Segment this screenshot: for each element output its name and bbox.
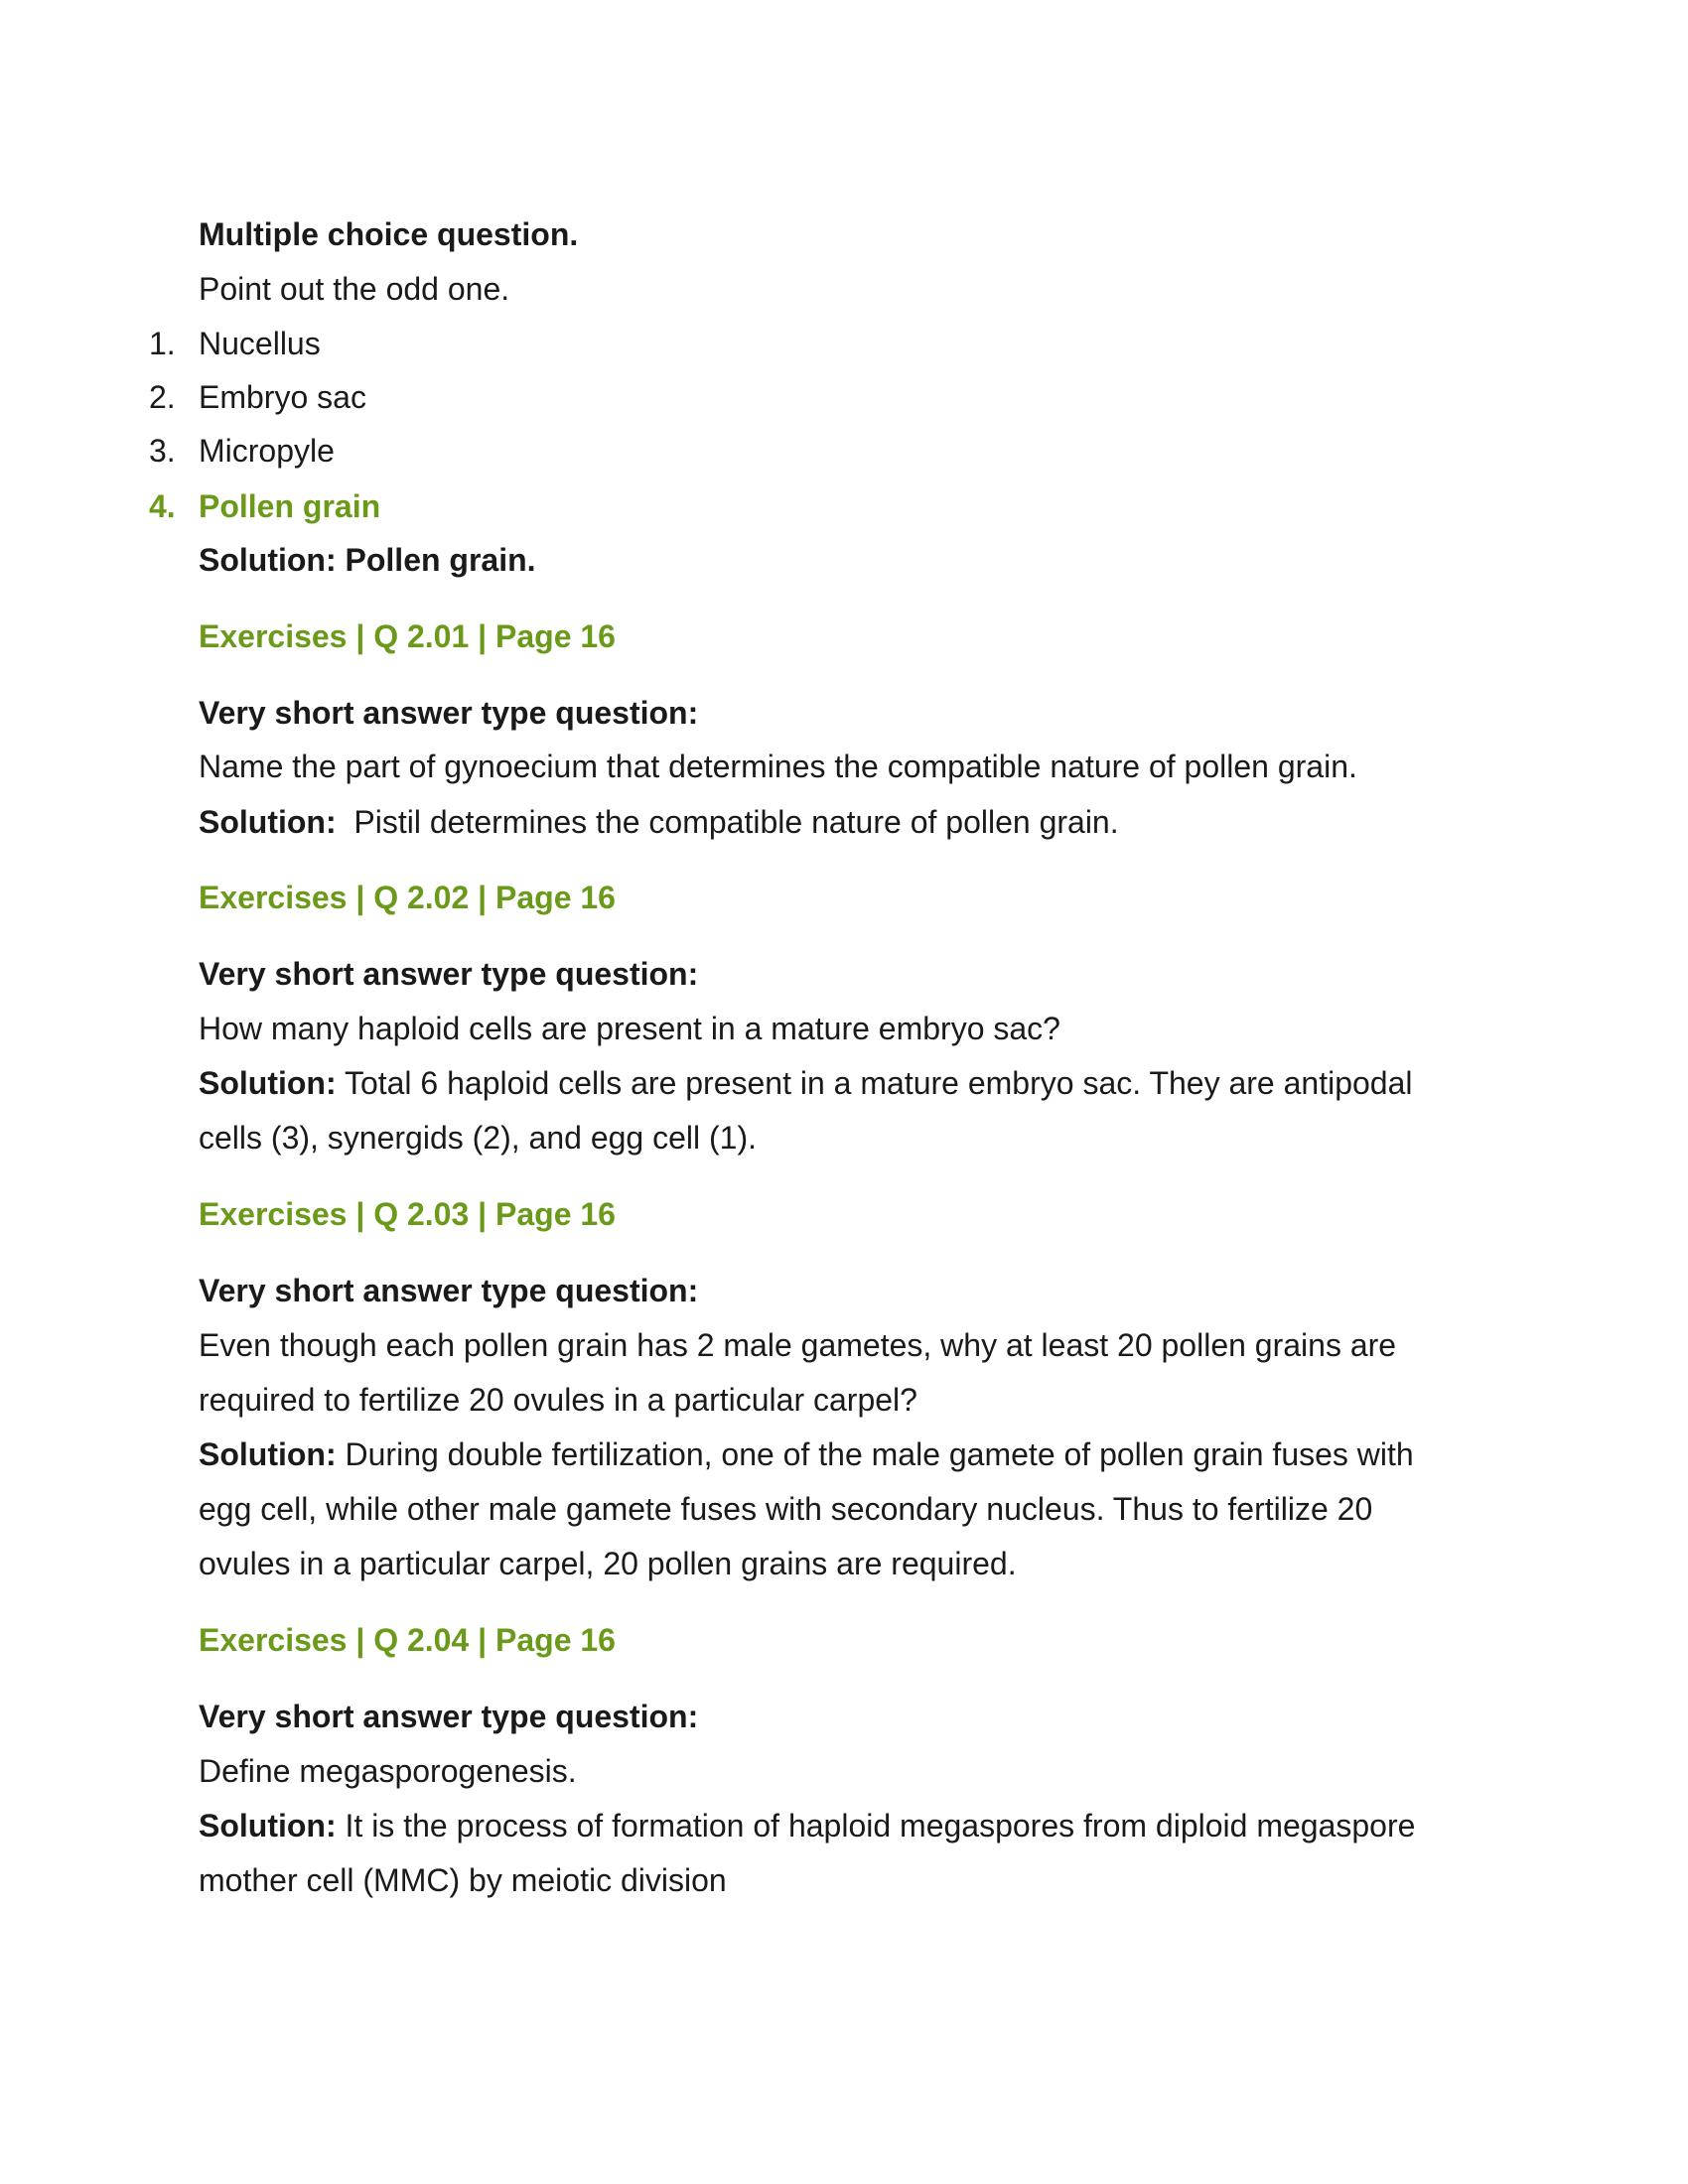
question-text-2-03-line-2: required to fertilize 20 ovules in a particular carpel? [199,1382,917,1418]
option-number-3: 3. [149,433,176,469]
solution-2-03-line-2: egg cell, while other male gamete fuses with secondary nucleus. Thus to fertilize 20 [199,1491,1373,1527]
mcq-prompt: Point out the odd one. [199,271,510,307]
solution-label: Solution: [199,1436,337,1472]
solution-2-02-line-1 [199,1063,1413,1103]
question-type-2-01: Very short answer type question: [199,695,699,731]
question-text-2-04: Define megasporogenesis. [199,1753,577,1789]
solution-2-03-line-3: ovules in a particular carpel, 20 pollen grains are required. [199,1546,1017,1581]
question-text-2-03-line-1: Even though each pollen grain has 2 male gametes, why at least 20 pollen grains are [199,1327,1397,1363]
solution-text: Total 6 haploid cells are present in a mature embryo sac. They are antipodal [336,1065,1413,1101]
mcq-solution: Solution: Pollen grain. [199,542,536,578]
question-text-2-02: How many haploid cells are present in a mature embryo sac? [199,1011,1060,1046]
solution-text: It is the process of formation of haploid megaspores from diploid megaspore [336,1808,1416,1843]
question-reference-2-02: Exercises | Q 2.02 | Page 16 [199,880,616,915]
question-reference-2-03: Exercises | Q 2.03 | Page 16 [199,1196,616,1232]
question-type-2-03: Very short answer type question: [199,1273,699,1308]
solution-2-04-line-2: mother cell (MMC) by meiotic division [199,1862,727,1898]
option-4-correct: Pollen grain [199,488,381,524]
solution-label: Solution: [199,804,337,840]
option-2: Embryo sac [199,379,366,415]
question-type-2-04: Very short answer type question: [199,1699,699,1734]
solution-text: During double fertilization, one of the male gamete of pollen grain fuses with [336,1436,1414,1472]
solution-2-02-line-2: cells (3), synergids (2), and egg cell (1). [199,1120,757,1156]
option-3: Micropyle [199,433,335,469]
solution-2-01 [199,802,1119,842]
option-number-2: 2. [149,379,176,415]
option-number-4: 4. [149,488,176,524]
option-number-1: 1. [149,326,176,361]
solution-text: Pistil determines the compatible nature of pollen grain. [336,804,1119,840]
solution-label: Solution: [199,1808,337,1843]
option-1: Nucellus [199,326,321,361]
mcq-heading: Multiple choice question. [199,216,579,252]
question-text-2-01: Name the part of gynoecium that determines the compatible nature of pollen grain. [199,749,1357,784]
solution-2-04-line-1 [199,1806,1415,1845]
solution-2-03-line-1 [199,1434,1414,1474]
question-type-2-02: Very short answer type question: [199,956,699,992]
question-reference-2-01: Exercises | Q 2.01 | Page 16 [199,618,616,654]
question-reference-2-04: Exercises | Q 2.04 | Page 16 [199,1622,616,1658]
solution-label: Solution: [199,1065,337,1101]
